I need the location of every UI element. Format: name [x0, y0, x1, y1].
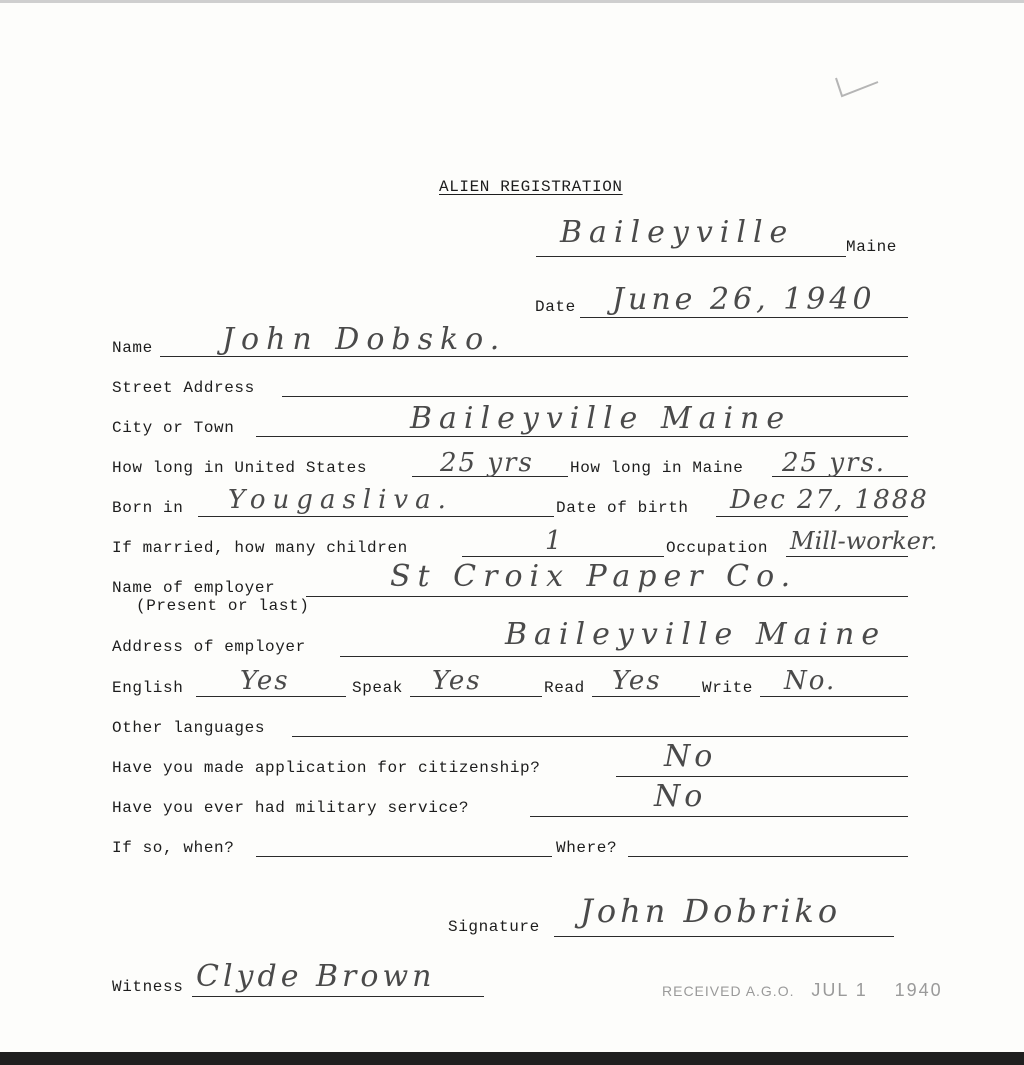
occupation-label: Occupation — [666, 539, 769, 557]
english-line — [196, 696, 346, 697]
employer-address-label: Address of employer — [112, 638, 306, 656]
employer-entry: St Croix Paper Co. — [390, 559, 798, 594]
citizenship-line — [616, 776, 908, 777]
name-label: Name — [112, 339, 153, 357]
city-entry: Baileyville Maine — [410, 401, 792, 436]
occupation-entry: Mill-worker. — [790, 527, 938, 555]
town-entry: Baileyville — [560, 215, 795, 250]
name-entry: John Dobsko. — [222, 322, 507, 357]
received-stamp-text: RECEIVED A.G.O. — [662, 983, 795, 999]
dob-line — [716, 516, 908, 517]
speak-label: Speak — [352, 679, 404, 697]
children-label: If married, how many children — [112, 539, 408, 557]
city-label: City or Town — [112, 419, 235, 437]
employer-address-entry: Baileyville Maine — [505, 617, 887, 652]
date-line — [580, 317, 908, 318]
employer-address-line — [340, 656, 908, 657]
received-stamp-month: JUL 1 — [811, 980, 868, 1000]
citizenship-label: Have you made application for citizenship? — [112, 759, 541, 777]
how-long-maine-label: How long in Maine — [570, 459, 744, 477]
street-label: Street Address — [112, 379, 255, 397]
citizenship-entry: No — [664, 739, 717, 774]
born-in-label: Born in — [112, 499, 184, 517]
scan-top-edge — [0, 0, 1024, 3]
write-line — [760, 696, 908, 697]
date-label: Date — [535, 298, 576, 316]
speak-line — [410, 696, 542, 697]
witness-label: Witness — [112, 978, 184, 996]
born-in-entry: Yougasliva. — [228, 485, 453, 515]
received-stamp-year: 1940 — [894, 980, 943, 1000]
read-line — [592, 696, 700, 697]
where-line — [628, 856, 908, 857]
other-languages-line — [292, 736, 908, 737]
street-line — [282, 396, 908, 397]
signature-label: Signature — [448, 918, 540, 936]
how-long-us-entry: 25 yrs — [440, 448, 534, 478]
town-line — [536, 256, 846, 257]
speak-entry: Yes — [432, 666, 482, 696]
signature-entry: John Dobriko — [580, 892, 842, 930]
check-mark-icon — [832, 72, 882, 102]
other-languages-label: Other languages — [112, 719, 266, 737]
state-label: Maine — [846, 238, 898, 256]
write-label: Write — [702, 679, 754, 697]
employer-line — [306, 596, 908, 597]
children-line — [462, 556, 664, 557]
received-stamp — [662, 980, 943, 1001]
read-label: Read — [544, 679, 585, 697]
city-line — [256, 436, 908, 437]
where-label: Where? — [556, 839, 618, 857]
children-entry: 1 — [545, 526, 564, 556]
signature-line — [554, 936, 894, 937]
military-line — [530, 816, 908, 817]
form-title: ALIEN REGISTRATION — [439, 178, 623, 196]
date-entry: June 26, 1940 — [612, 282, 876, 317]
occupation-line — [786, 556, 908, 557]
dob-entry: Dec 27, 1888 — [730, 485, 929, 515]
scan-bottom-edge — [0, 1052, 1024, 1065]
born-in-line — [198, 516, 554, 517]
how-long-us-label: How long in United States — [112, 459, 368, 477]
witness-line — [192, 996, 484, 997]
how-long-maine-entry: 25 yrs. — [782, 448, 887, 478]
write-entry: No. — [784, 666, 837, 696]
if-so-label: If so, when? — [112, 839, 235, 857]
employer-label: Name of employer — [112, 579, 276, 597]
military-entry: No — [654, 779, 707, 814]
witness-entry: Clyde Brown — [196, 959, 436, 994]
employer-sub-label: (Present or last) — [136, 597, 310, 615]
read-entry: Yes — [612, 666, 662, 696]
dob-label: Date of birth — [556, 499, 689, 517]
english-label: English — [112, 679, 184, 697]
english-entry: Yes — [240, 666, 290, 696]
military-label: Have you ever had military service? — [112, 799, 470, 817]
if-so-line — [256, 856, 552, 857]
